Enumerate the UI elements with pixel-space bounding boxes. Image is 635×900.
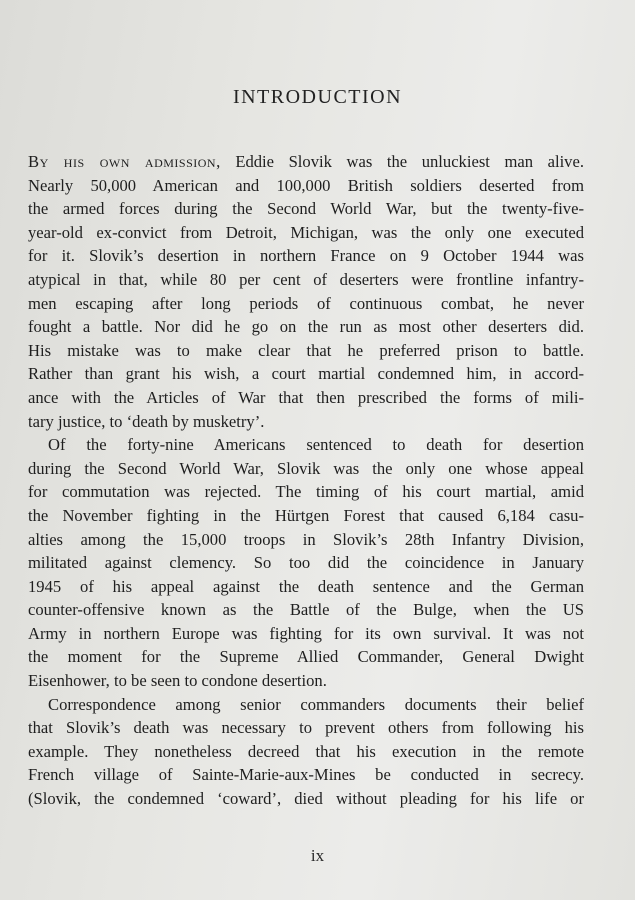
text-line: the armed forces during the Second World War, but the twenty-five- [28, 199, 584, 219]
text-line: during the Second World War, Slovik was the only one whose appeal [28, 458, 584, 478]
text-line: Eisenhower, to be seen to condone desertion. [28, 671, 327, 691]
text-line: year-old ex-convict from Detroit, Michigan, was the only one executed [28, 222, 584, 242]
text-line: men escaping after long periods of continuous combat, he never [28, 293, 584, 313]
text-line: tary justice, to ‘death by musketry’. [28, 411, 265, 431]
text-line: Rather than grant his wish, a court martial condemned him, in accord- [28, 364, 584, 384]
text-line [28, 150, 584, 174]
paragraph-3 [28, 693, 584, 811]
text-line: for it. Slovik’s desertion in northern France on 9 October 1944 was [28, 246, 584, 266]
text-line: 1945 of his appeal against the death sentence and the German [28, 576, 584, 596]
text-line: counter-offensive known as the Battle of the Bulge, when the US [28, 600, 584, 620]
chapter-title: INTRODUCTION [232, 86, 403, 108]
line-text: Eddie Slovik was the unluckiest man alive. [220, 152, 584, 171]
text-line: militated against clemency. So too did the coincidence in January [28, 553, 584, 573]
text-line: ance with the Articles of War that then prescribed the forms of mili- [28, 387, 584, 407]
page-number: ix [310, 846, 325, 865]
text-line: atypical in that, while 80 per cent of deserters were frontline infantry- [28, 269, 584, 289]
paragraph-2 [28, 433, 584, 693]
text-line: Army in northern Europe was fighting for its own survival. It was not [28, 623, 584, 643]
text-line: Correspondence among senior commanders documents their belief [48, 694, 584, 714]
text-line: the November fighting in the Hürtgen Forest that caused 6,184 casu- [28, 505, 584, 525]
text-line: (Slovik, the condemned ‘coward’, died without pleading for his life or [28, 789, 584, 809]
opening-words: By his own admission, [28, 152, 221, 171]
body-text [28, 150, 584, 811]
paragraph-1 [28, 150, 584, 433]
text-line: example. They nonetheless decreed that his execution in the remote [28, 741, 584, 761]
text-line: Nearly 50,000 American and 100,000 British soldiers deserted from [28, 175, 584, 195]
text-line: alties among the 15,000 troops in Slovik’s 28th Infantry Division, [28, 529, 584, 549]
text-line: for commutation was rejected. The timing of his court martial, amid [28, 482, 584, 502]
text-line: fought a battle. Nor did he go on the run as most other deserters did. [28, 317, 584, 337]
text-line: His mistake was to make clear that he preferred prison to battle. [28, 340, 584, 360]
text-line: that Slovik’s death was necessary to prevent others from following his [28, 718, 584, 738]
text-line: Of the forty-nine Americans sentenced to death for desertion [48, 435, 584, 455]
text-line: French village of Sainte-Marie-aux-Mines be conducted in secrecy. [28, 765, 584, 785]
text-line: the moment for the Supreme Allied Commander, General Dwight [28, 647, 584, 667]
